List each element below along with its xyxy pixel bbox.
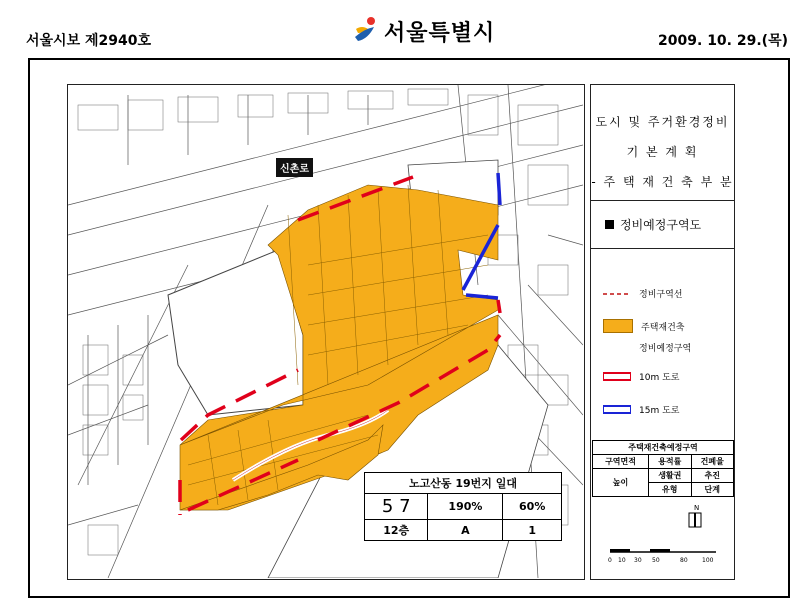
legend-item-redevelopment	[603, 319, 684, 333]
orange-square-icon	[603, 319, 633, 333]
north-label: N	[694, 504, 700, 512]
legend-subtitle-text: 정비예정구역도	[620, 218, 702, 232]
height-limit: 12층	[365, 520, 428, 541]
zone-table-header: 건폐율	[691, 455, 733, 469]
seoul-logo-icon	[352, 15, 378, 47]
legend-item-15m-road	[603, 403, 679, 416]
legend-label: 10m 도로	[639, 373, 680, 383]
zone-table-cell: 유형	[649, 483, 691, 497]
legend-title-line-3: - 주 택 재 건 축 부 분	[591, 175, 734, 189]
living-zone: A	[428, 520, 503, 541]
zone-table-title: 주택재건축예정구역	[593, 441, 734, 455]
scale-tick: 100	[702, 557, 714, 564]
scale-tick: 50	[652, 557, 660, 564]
legend-title	[591, 85, 734, 201]
zone-info-table	[364, 472, 562, 541]
zone-name: 노고산동 19번지 일대	[365, 473, 562, 494]
scale-tick: 10	[618, 557, 626, 564]
city-name: 서울특별시	[384, 20, 496, 46]
scale-tick: 80	[680, 557, 688, 564]
gazette-number: 서울시보 제2940호	[26, 33, 151, 49]
legend-item-zone-boundary	[603, 287, 682, 300]
legend-label: 주택재건축	[641, 322, 685, 333]
black-square-icon	[605, 220, 614, 229]
scale-tick: 30	[634, 557, 642, 564]
promotion-stage: 1	[503, 520, 562, 541]
building-coverage: 60%	[503, 494, 562, 520]
legend-subtitle	[591, 201, 734, 249]
zone-table-cell: 높이	[593, 469, 649, 497]
legend-item-10m-road	[603, 370, 679, 383]
zone-area: 5 7	[365, 494, 428, 520]
zone-table-header: 용적률	[649, 455, 691, 469]
legend-title-line-1: 도시 및 주거환경정비	[595, 115, 730, 129]
scale-bar	[604, 500, 724, 570]
red-line-icon	[603, 372, 631, 382]
dashed-red-line-icon	[603, 290, 631, 298]
legend-label: 정비예정구역	[639, 344, 692, 354]
floor-area-ratio: 190%	[428, 494, 503, 520]
publish-date: 2009. 10. 29.(목)	[658, 33, 788, 49]
blue-line-icon	[603, 405, 631, 415]
seoul-city-logo	[352, 14, 495, 48]
legend-label: 15m 도로	[639, 406, 680, 416]
road-name-label: 신촌로	[276, 158, 313, 177]
legend-title-line-2: 기 본 계 획	[626, 145, 699, 159]
legend-label: 정비구역선	[639, 290, 683, 300]
zone-table-cell: 생활권	[649, 469, 691, 483]
zone-table-cell: 추진	[691, 469, 733, 483]
legend-item-redevelopment-line2	[639, 341, 691, 354]
zone-legend-table	[592, 440, 734, 497]
zone-table-header: 구역면적	[593, 455, 649, 469]
scale-tick: 0	[608, 557, 612, 564]
zone-table-cell: 단계	[691, 483, 733, 497]
